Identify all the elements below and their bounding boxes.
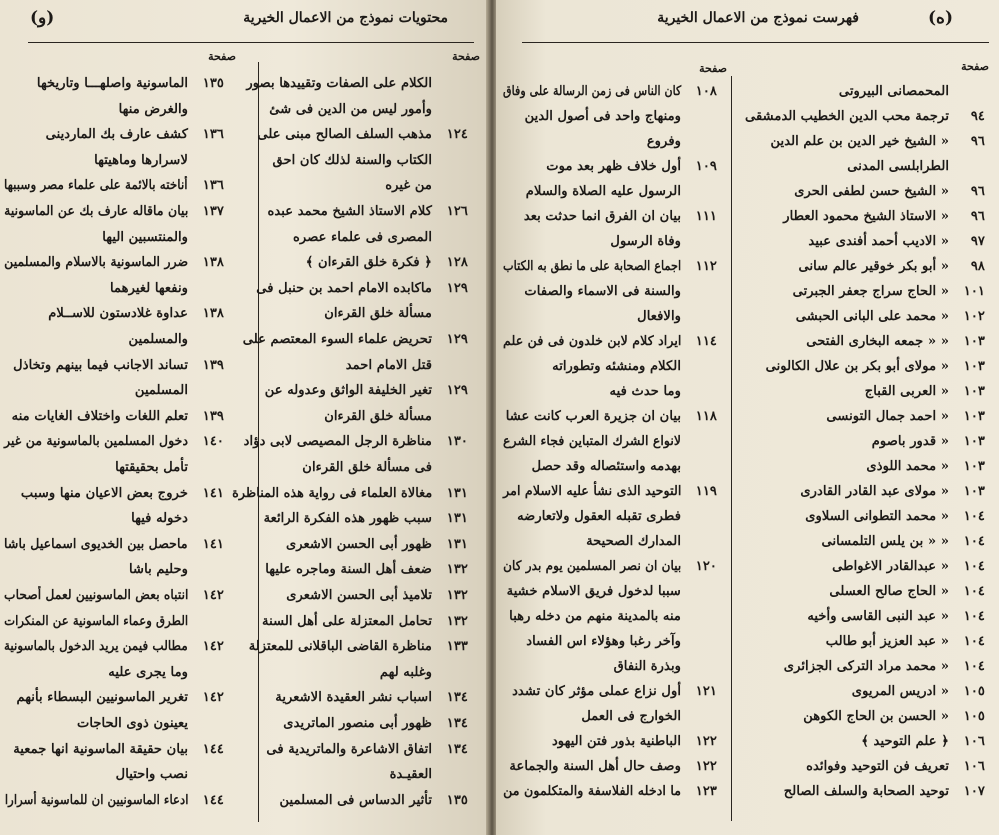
toc-entry-text: ايراد كلام لابن خلدون فى فن علم	[502, 334, 681, 349]
header-rule	[28, 42, 474, 43]
toc-entry-text: « الحاج سراج جعفر الجبرتى	[792, 284, 949, 299]
toc-entry-text: ماكابده الامام احمد بن حنبل فى	[256, 280, 432, 296]
toc-column-left	[501, 84, 717, 824]
toc-page-number: ١٣٤	[446, 716, 468, 731]
toc-page-number: ١٠٣	[963, 334, 985, 349]
toc-entry-text: مناظرة القاضى الباقلانى للمعتزلة	[248, 639, 432, 655]
toc-page-number: ١٠٤	[963, 634, 985, 649]
toc-entry-text: انتباه بعض الماسونيين لعمل أصحاب	[3, 588, 188, 603]
toc-entry-text: « ادريس المريوى	[851, 684, 949, 699]
toc-page-number: ١٤٢	[202, 588, 224, 603]
toc-entry-text: ادعاء الماسونيين ان للماسونية أسرارا	[4, 792, 188, 808]
toc-page-number: ١٢٢	[695, 734, 717, 749]
toc-page-number: ١١٩	[695, 484, 717, 499]
toc-page-number: ١٠١	[963, 284, 985, 299]
toc-entry-text: لاسرارها وماهيتها	[94, 152, 188, 168]
toc-entry-text: « الاديب أحمد أفندى عبيد	[808, 234, 949, 249]
toc-page-number: ١٣٤	[446, 690, 468, 706]
toc-entry-text: ماحصل بين الخديوى اسماعيل باشا	[4, 536, 188, 552]
toc-page-number: ١٢٢	[695, 759, 717, 774]
toc-entry-text: والمسلمين	[128, 332, 188, 347]
toc-page-number: ١٠٤	[963, 584, 985, 599]
column-heading-page: صفحة	[452, 50, 480, 63]
toc-page-number: ١٠٤	[963, 534, 985, 549]
toc-entry-text: عداوة غلادستون للاســلام	[48, 306, 188, 322]
toc-entry-text: « عبدالقادر الاغواطى	[832, 559, 949, 574]
toc-page-number: ١٣٦	[202, 178, 224, 194]
left-page	[0, 0, 488, 835]
toc-page-number: ١٠٣	[963, 459, 985, 474]
toc-entry-text: أناخته بالائمة على علماء مصر وسببها	[4, 178, 188, 194]
toc-entry-text: خروج بعض الاعيان منها وسبب	[20, 485, 188, 501]
toc-page-number: ١٠٦	[963, 759, 985, 774]
toc-entry-text: « الشيخ خير الدين بن علم الدين	[770, 134, 949, 149]
toc-entry-text: والغرض منها	[118, 101, 188, 117]
toc-page-number: ١٠٣	[963, 384, 985, 399]
toc-entry-text: « محمد اللوذى	[866, 459, 949, 474]
toc-page-number: ١٣٠	[446, 434, 468, 450]
toc-entry-text: ومنهاج واحد فى أصول الدين	[524, 109, 681, 124]
toc-entry-text: تعلم اللغات واختلاف الغايات منه	[11, 408, 188, 424]
toc-entry-text: مطالب فيمن يريد الدخول بالماسونية	[4, 639, 188, 655]
toc-entry-text: كلام الاستاذ الشيخ محمد عبده	[267, 204, 432, 219]
toc-entry-text: والسنة فى الاسماء والصفات	[524, 284, 681, 299]
toc-page-number: ١٣١	[446, 485, 468, 501]
toc-page-number: ١٣٨	[202, 255, 224, 271]
toc-page-number: ١١١	[695, 209, 717, 224]
toc-entry-text: مذهب السلف الصالح مبنى على	[257, 127, 432, 143]
toc-entry-text: وصف حال أهل السنة والجماعة	[509, 759, 681, 774]
toc-page-number: ١٢٤	[446, 127, 468, 143]
toc-page-number: ١٢٠	[695, 559, 717, 574]
toc-entry-text: « الحاج صالح العسلى	[829, 584, 949, 599]
left-page-number: (و)	[30, 8, 55, 28]
toc-page-number: ٩٨	[970, 259, 985, 274]
column-divider	[731, 76, 732, 821]
toc-entry-text: تساند الاجانب فيما بينهم وتخاذل	[13, 357, 188, 373]
toc-entry-text: ظهور أبى الحسن الاشعرى	[285, 536, 432, 552]
toc-entry-text: تغير الخليفة الواثق وعدوله عن	[264, 383, 432, 399]
toc-entry-text: وحليم باشا	[129, 562, 188, 578]
toc-entry-text: الطرق وعماء الماسونية عن المنكرات	[3, 613, 188, 629]
toc-entry-text: المحمصانى البيروتى	[838, 84, 949, 99]
toc-page-number: ١٣٣	[446, 639, 468, 655]
toc-page-number: ١٢٩	[446, 332, 468, 347]
toc-entry-text: قتل الامام احمد	[345, 357, 432, 373]
toc-page-number: ١٠٥	[963, 709, 985, 724]
toc-page-number: ١٠٩	[695, 159, 717, 174]
toc-entry-text: بيان حقيقة الماسونية انها جمعية	[13, 741, 188, 757]
toc-page-number: ١٣٧	[202, 204, 224, 219]
toc-entry-text: « مولاى عبد القادر القادرى	[800, 484, 949, 499]
toc-page-number: ١٤٢	[202, 639, 224, 655]
toc-entry-text: مسألة خلق القرءان	[324, 306, 432, 322]
toc-page-number: ١١٤	[695, 334, 717, 349]
toc-entry-text: وآخر رغبا وهؤلاء اس الفساد	[526, 634, 681, 649]
toc-entry-text: « محمد على البانى الحبشى	[795, 309, 949, 324]
toc-entry-text: نصب واحتيال	[115, 767, 188, 783]
toc-entry-text: ضرر الماسونية بالاسلام والمسلمين	[3, 255, 188, 271]
toc-entry-text: « الاستاذ الشيخ محمود العطار	[783, 209, 949, 224]
toc-entry-text: بيان ان جزيرة العرب كانت عشا	[505, 409, 681, 424]
right-page-title: فهرست نموذج من الاعمال الخيرية	[657, 10, 859, 26]
toc-page-number: ١٤٢	[202, 690, 224, 706]
toc-entry-text: تعريف فن التوحيد وفوائده	[806, 759, 949, 774]
toc-entry-text: ونفعها لغيرهما	[110, 280, 188, 296]
toc-entry-text: بيان ان نصر المسلمين يوم بدر كان	[502, 559, 681, 574]
toc-entry-text: وغلبه لهم	[379, 664, 432, 680]
toc-page-number: ١٠٤	[963, 609, 985, 624]
toc-page-number: ١٤٠	[202, 434, 224, 450]
toc-entry-text: ظهور أبى منصور الماتريدى	[283, 716, 432, 731]
toc-entry-text: الكلام على الصفات وتقييدها بصور	[246, 76, 432, 91]
toc-page-number: ١٣٦	[202, 127, 224, 143]
toc-entry-text: بهدمه واستئصاله وقد حصل	[531, 459, 681, 474]
toc-entry-text: مغالاة العلماء فى رواية هذه المناظرة	[231, 485, 432, 501]
column-heading-page: صفحة	[208, 50, 236, 63]
toc-page-number: ١١٨	[695, 409, 717, 424]
toc-page-number: ١٠٨	[695, 84, 717, 99]
toc-column-left	[2, 76, 224, 826]
toc-entry-text: سبب ظهور هذه الفكرة الرائعة	[263, 511, 432, 527]
toc-page-number: ١٣١	[446, 536, 468, 552]
toc-entry-text: المصرى فى علماء عصره	[293, 229, 432, 245]
toc-page-number: ١٣٢	[446, 588, 468, 603]
toc-entry-text: العقيـدة	[389, 767, 432, 783]
left-page-header	[30, 8, 468, 40]
toc-entry-text: تحامل المعتزلة على أهل السنة	[262, 613, 432, 629]
toc-entry-text: « مولاى أبو بكر بن علال الكالونى	[765, 359, 949, 374]
toc-entry-text: وبذرة النفاق	[613, 659, 681, 674]
toc-entry-text: « احمد جمال التونسى	[826, 409, 949, 424]
toc-page-number: ١٣٥	[202, 76, 224, 91]
toc-entry-text: من غيره	[385, 178, 432, 194]
toc-entry-text: مناظرة الرجل المصيصى لابى دؤاد	[243, 434, 432, 450]
toc-entry-text: وما حدث فيه	[609, 384, 681, 399]
toc-entry-text: بيان ان الفرق انما حدثت بعد	[523, 209, 681, 224]
toc-page-number: ٩٦	[970, 209, 985, 224]
toc-page-number: ١٣٥	[446, 792, 468, 808]
toc-entry-text: والمنتسبين اليها	[102, 229, 188, 245]
toc-entry-text: تأمل بحقيقتها	[115, 460, 188, 475]
left-page-title: محتويات نموذج من الاعمال الخيرية	[243, 10, 448, 26]
toc-entry-text: « أبو بكر خوقير عالم سانى	[798, 259, 949, 274]
toc-entry-text: « « بن يلس التلمسانى	[821, 534, 949, 549]
toc-entry-text: ﴿ علم التوحيد ﴾	[861, 734, 949, 749]
toc-page-number: ٩٦	[970, 184, 985, 199]
toc-page-number: ١٠٢	[963, 309, 985, 324]
toc-page-number: ١٢٩	[446, 383, 468, 399]
toc-page-number: ١٣٨	[202, 306, 224, 322]
toc-page-number: ١٠٣	[963, 359, 985, 374]
toc-entry-text: الماسونية واصلهـــا وتاريخها	[36, 76, 188, 91]
toc-page-number: ١٠٣	[963, 484, 985, 499]
toc-page-number: ١٢٦	[446, 204, 468, 219]
toc-page-number: ١٠٤	[963, 659, 985, 674]
header-rule	[522, 42, 989, 43]
toc-entry-text: فى مسألة خلق القرءان	[302, 460, 432, 475]
toc-entry-text: الخوارج فى العمل	[581, 709, 681, 724]
toc-entry-text: « الحسن بن الحاج الكوهن	[803, 709, 949, 724]
toc-entry-text: كشف عارف بك الماردينى	[45, 127, 188, 143]
toc-page-number: ١٠٤	[963, 509, 985, 524]
toc-entry-text: اسباب نشر العقيدة الاشعرية	[275, 690, 432, 706]
toc-page-number: ١٤١	[202, 485, 224, 501]
toc-page-number: ١٠٦	[963, 734, 985, 749]
toc-page-number: ١٣٢	[446, 562, 468, 578]
toc-page-number: ١١٢	[695, 259, 717, 274]
toc-page-number: ١٤٤	[202, 792, 224, 808]
toc-entry-text: تغرير الماسونيين البسطاء بأنهم	[16, 690, 188, 706]
toc-entry-text: فطرى تقبله العقول ولاتعارضه	[517, 509, 681, 524]
toc-entry-text: كان الناس فى زمن الرسالة على وفاق	[502, 84, 681, 99]
toc-entry-text: وأمور ليس من الدين فى شئ	[269, 101, 432, 117]
right-page-number: (ه)	[928, 8, 953, 28]
toc-entry-text: تأثير الدساس فى المسلمين	[279, 792, 432, 808]
toc-entry-text: مسألة خلق القرءان	[324, 408, 432, 424]
toc-entry-text: وفروع	[646, 134, 681, 149]
toc-entry-text: لانواع الشرك المتباين فجاء الشرع	[502, 434, 681, 449]
toc-entry-text: « محمد مراد التركى الجزائرى	[783, 659, 949, 674]
toc-entry-text: أول نزاع عملى مؤثر كان تشدد	[512, 684, 681, 699]
toc-page-number: ١٣٢	[446, 613, 468, 629]
toc-entry-text: الكلام ومنشئه وتطوراته	[552, 359, 681, 374]
column-heading-page: صفحة	[699, 62, 727, 75]
toc-entry-text: الكتاب والسنة لذلك كان احق	[272, 152, 432, 168]
toc-page-number: ١٢٩	[446, 280, 468, 296]
toc-entry-text: والافعال	[637, 309, 681, 324]
toc-page-number: ١٠٣	[963, 409, 985, 424]
toc-entry-text: « قدور باصوم	[871, 434, 949, 449]
toc-page-number: ١٢١	[695, 684, 717, 699]
toc-entry-text: تحريض علماء السوء المعتصم على	[242, 332, 432, 347]
toc-entry-text: ترجمة محب الدين الخطيب الدمشقى	[744, 109, 949, 124]
toc-entry-text: « الشيخ حسن لطفى الحرى	[794, 184, 949, 199]
toc-page-number: ١٣١	[446, 511, 468, 527]
toc-entry-text: « محمد التطوانى السلاوى	[805, 509, 949, 524]
toc-entry-text: المدارك الصحيحة	[586, 534, 681, 549]
toc-page-number: ١٣٩	[202, 357, 224, 373]
toc-entry-text: « عبد العزيز أبو طالب	[825, 634, 949, 649]
toc-entry-text: وفاة الرسول	[610, 234, 681, 249]
toc-page-number: ١٢٨	[446, 255, 468, 271]
toc-entry-text: بيان ماقاله عارف بك عن الماسونية	[3, 204, 188, 219]
toc-page-number: ١٣٤	[446, 741, 468, 757]
right-page-header	[526, 8, 979, 40]
toc-entry-text: « عبد النبى القاسى وأخيه	[807, 609, 949, 624]
toc-entry-text: المسلمين	[134, 383, 188, 399]
toc-page-number: ١٢٣	[695, 784, 717, 799]
toc-page-number: ١٤٤	[202, 741, 224, 757]
toc-page-number: ٩٧	[970, 234, 985, 249]
toc-page-number: ١٠٤	[963, 559, 985, 574]
toc-page-number: ٩٤	[970, 109, 985, 124]
toc-entry-text: وما يجرى عليه	[108, 664, 188, 680]
toc-page-number: ١٠٣	[963, 434, 985, 449]
toc-page-number: ١٤١	[202, 536, 224, 552]
toc-entry-text: اجماع الصحابة على ما نطق به الكتاب	[502, 259, 681, 274]
toc-entry-text: الباطنية بذور فتن اليهود	[551, 734, 681, 749]
toc-page-number: ١٣٩	[202, 408, 224, 424]
toc-entry-text: تلاميذ أبى الحسن الاشعرى	[286, 588, 432, 603]
toc-entry-text: يعينون ذوى الحاجات	[76, 716, 188, 731]
toc-column-right	[230, 76, 468, 826]
toc-entry-text: توحيد الصحابة والسلف الصالح	[783, 784, 949, 799]
toc-entry-text: دخوله فيها	[131, 511, 188, 527]
right-page	[496, 0, 999, 835]
toc-entry-text: أول خلاف ظهر بعد موت	[546, 159, 681, 174]
toc-entry-text: ما ادخله الفلاسفة والمتكلمون من	[502, 784, 681, 799]
toc-entry-text: سببا لدخول فريق الاسلام خشية	[506, 584, 681, 599]
toc-entry-text: ضعف أهل السنة وماجره عليها	[265, 562, 432, 578]
toc-entry-text: ﴿ فكرة خلق القرءان ﴾	[305, 255, 432, 271]
toc-page-number: ٩٦	[970, 134, 985, 149]
toc-entry-text: الرسول عليه الصلاة والسلام	[525, 184, 681, 199]
toc-entry-text: التوحيد الذى نشأ عليه الاسلام امر	[502, 484, 681, 499]
toc-entry-text: دخول المسلمين بالماسونية من غير	[4, 434, 188, 450]
toc-entry-text: « « جمعه البخارى الفتحى	[806, 334, 949, 349]
toc-page-number: ١٠٥	[963, 684, 985, 699]
toc-entry-text: الطرابلسى المدنى	[847, 159, 949, 174]
toc-entry-text: « العربى القباج	[864, 384, 949, 399]
toc-page-number: ١٠٧	[963, 784, 985, 799]
toc-entry-text: اتفاق الاشاعرة والماتريدية فى	[266, 741, 432, 757]
toc-entry-text: منه بالمدينة منهم من دخله رهبا	[509, 609, 681, 624]
toc-column-right	[733, 84, 985, 824]
column-heading-page: صفحة	[961, 60, 989, 73]
